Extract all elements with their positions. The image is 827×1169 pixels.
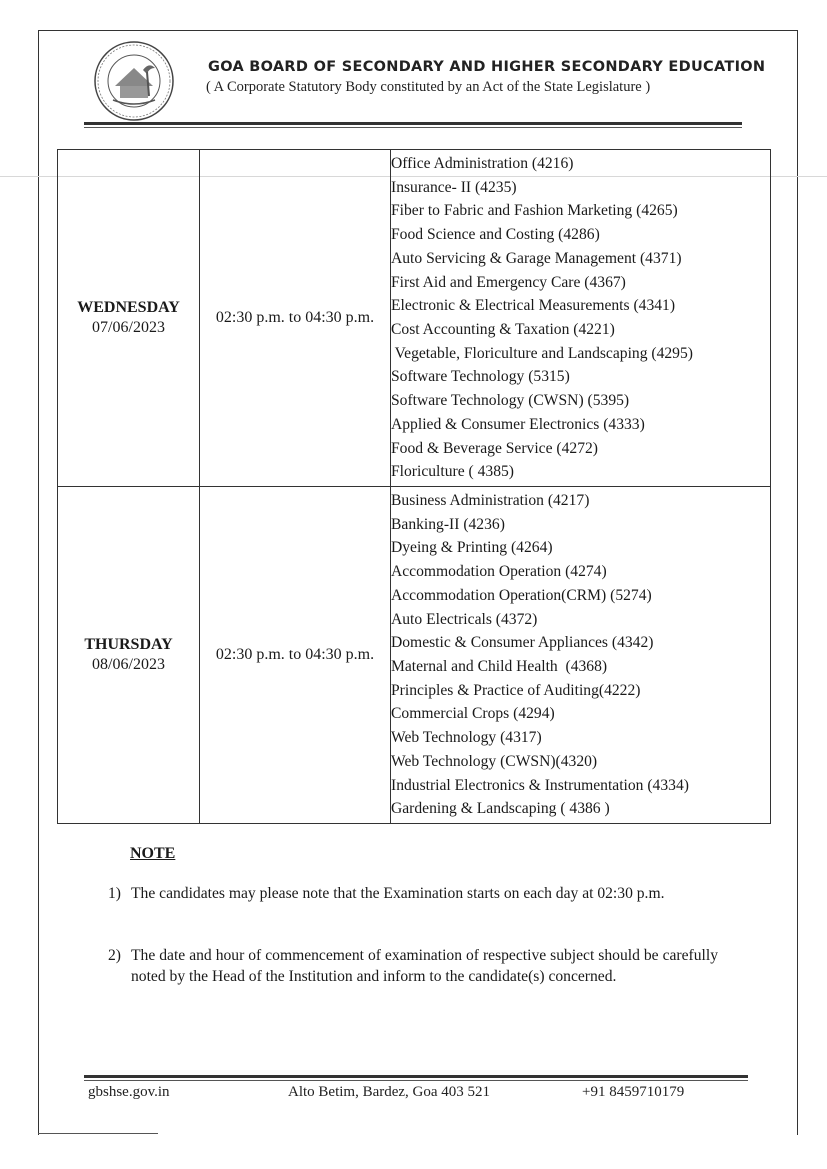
footer-website: gbshse.gov.in [88, 1084, 170, 1100]
footer-rule-thin [84, 1080, 748, 1081]
subject-item: Dyeing & Printing (4264) [391, 539, 553, 557]
subject-item: Electronic & Electrical Measurements (4341) [391, 297, 676, 315]
subject-item: Auto Electricals (4372) [391, 610, 538, 628]
subject-item: Food & Beverage Service (4272) [391, 439, 598, 457]
note-heading: NOTE [130, 845, 176, 862]
table-row [58, 150, 771, 487]
note-item [108, 883, 718, 904]
subject-item: Accommodation Operation(CRM) (5274) [391, 586, 652, 604]
header-rule-thin [84, 127, 742, 128]
header-rule [84, 122, 742, 125]
board-name: GOA BOARD OF SECONDARY AND HIGHER SECONDARY EDUCATION [208, 59, 766, 75]
note-number: 1) [108, 885, 121, 902]
subject-item: Office Administration (4216) [391, 155, 574, 173]
board-subtitle: ( A Corporate Statutory Body constituted by an Act of the State Legislature ) [206, 79, 651, 95]
page-border-bottom [38, 1133, 158, 1134]
subject-item: Software Technology (5315) [391, 368, 570, 386]
note-text: The candidates may please note that the Examination starts on each day at 02:30 p.m. [131, 885, 665, 902]
subject-item: Floriculture ( 4385) [391, 463, 514, 481]
subject-item: Fiber to Fabric and Fashion Marketing (4265) [391, 202, 678, 220]
footer-address: Alto Betim, Bardez, Goa 403 521 [288, 1084, 491, 1100]
subject-item: Auto Servicing & Garage Management (4371) [391, 249, 682, 267]
day-cell [58, 150, 200, 487]
board-seal-icon [93, 40, 175, 122]
subjects-cell [391, 150, 771, 487]
subject-item: Domestic & Consumer Appliances (4342) [391, 634, 654, 652]
day-cell [58, 487, 200, 824]
footer-phone: +91 8459710179 [582, 1084, 685, 1100]
day-name: THURSDAY [84, 636, 173, 653]
subject-item: Accommodation Operation (4274) [391, 563, 607, 581]
subject-item: Industrial Electronics & Instrumentation (4334) [391, 776, 689, 794]
subject-item: Web Technology (CWSN)(4320) [391, 752, 598, 770]
subject-item: Gardening & Landscaping ( 4386 ) [391, 800, 610, 818]
subject-item: Web Technology (4317) [391, 729, 542, 747]
table-row [58, 487, 771, 824]
subject-item: Cost Accounting & Taxation (4221) [391, 321, 615, 338]
note-text: The date and hour of commencement of examination of respective subject should be carefully noted by the Head of the Institution and inform to the candidate(s) concerned. [131, 947, 718, 985]
subject-item: Insurance- II (4235) [391, 178, 517, 196]
subject-item: Applied & Consumer Electronics (4333) [391, 415, 645, 433]
subject-item: Vegetable, Floriculture and Landscaping (4295) [391, 344, 693, 362]
subjects-cell [391, 487, 771, 824]
subject-item: Software Technology (CWSN) (5395) [391, 392, 630, 410]
exam-date: 07/06/2023 [92, 319, 165, 336]
subject-item: Business Administration (4217) [391, 492, 590, 510]
time-cell: 02:30 p.m. to 04:30 p.m. [200, 150, 391, 487]
footer-rule [84, 1075, 748, 1078]
subject-item: Maternal and Child Health (4368) [391, 658, 608, 675]
subject-item: Principles & Practice of Auditing(4222) [391, 681, 641, 699]
subject-item: Food Science and Costing (4286) [391, 226, 600, 244]
time-cell: 02:30 p.m. to 04:30 p.m. [200, 487, 391, 824]
exam-schedule-table [57, 149, 771, 824]
subject-item: First Aid and Emergency Care (4367) [391, 273, 626, 291]
subject-item: Banking-II (4236) [391, 515, 505, 533]
subject-item: Commercial Crops (4294) [391, 705, 555, 723]
note-number: 2) [108, 947, 121, 964]
day-name: WEDNESDAY [77, 299, 180, 316]
note-item [108, 945, 718, 987]
exam-date: 08/06/2023 [92, 656, 165, 673]
